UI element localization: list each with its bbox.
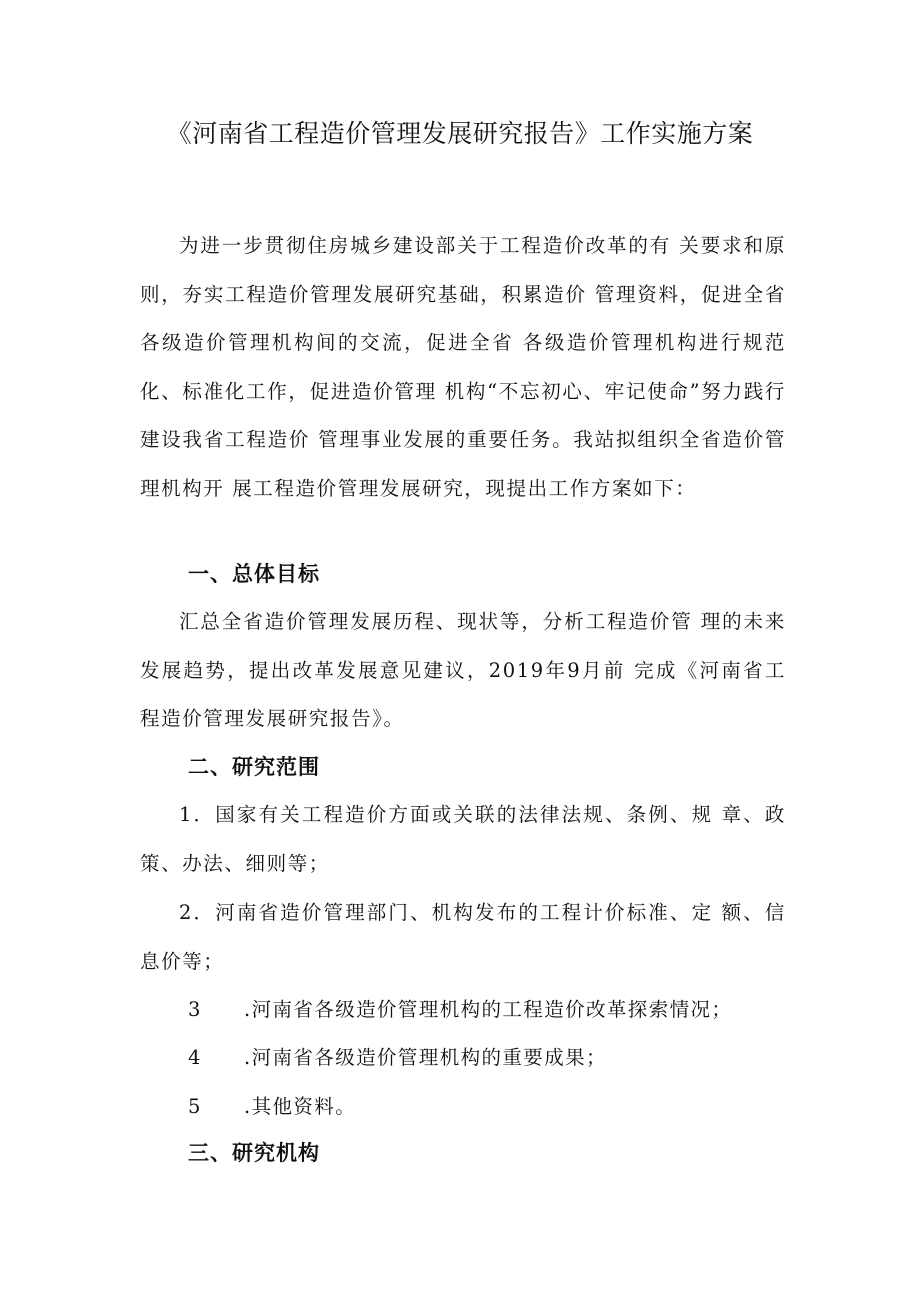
scope-item-4-text: .河南省各级造价管理机构的重要成果； [244, 1046, 607, 1069]
document-title: 《河南省工程造价管理发展研究报告》工作实施方案 [166, 119, 754, 148]
scope-item-1: 1．国家有关工程造价方面或关联的法律法规、条例、规 章、政策、办法、细则等； [140, 803, 786, 875]
scope-item-2: 2．河南省造价管理部门、机构发布的工程计价标准、定 额、信息价等； [140, 901, 786, 973]
scope-item-5-text: .其他资料。 [244, 1095, 357, 1118]
section-heading-goal: 一、总体目标 [188, 562, 320, 586]
section-heading-scope: 二、研究范围 [188, 755, 320, 779]
scope-item-3-text: .河南省各级造价管理机构的工程造价改革探索情况； [244, 998, 733, 1021]
goal-paragraph: 汇总全省造价管理发展历程、现状等，分析工程造价管 理的未来发展趋势，提出改革发展意见建议，2019年9月前 完成《河南省工程造价管理发展研究报告》。 [140, 610, 786, 730]
scope-item-5 [188, 1091, 356, 1123]
scope-item-5-number: 5 [188, 1095, 202, 1118]
section-heading-institution: 三、研究机构 [188, 1141, 320, 1165]
scope-item-4-number: 4 [188, 1046, 202, 1069]
scope-item-4 [188, 1042, 607, 1074]
scope-item-3-number: 3 [188, 998, 202, 1021]
intro-paragraph: 为进一步贯彻住房城乡建设部关于工程造价改革的有 关要求和原则，夯实工程造价管理发展研究基础，积累造价 管理资料，促进全省各级造价管理机构间的交流，促进全省 各级造价管理机构进行规范化、标准化工作，促进造价管理 机构“不忘初心、牢记使命”努力践行建设我省工程造价 管理事业发展的重要任务。我站拟组织全省造价管理机构开 展工程造价管理发展研究，现提出工作方案如下： [140, 234, 786, 500]
scope-item-3 [188, 994, 732, 1026]
